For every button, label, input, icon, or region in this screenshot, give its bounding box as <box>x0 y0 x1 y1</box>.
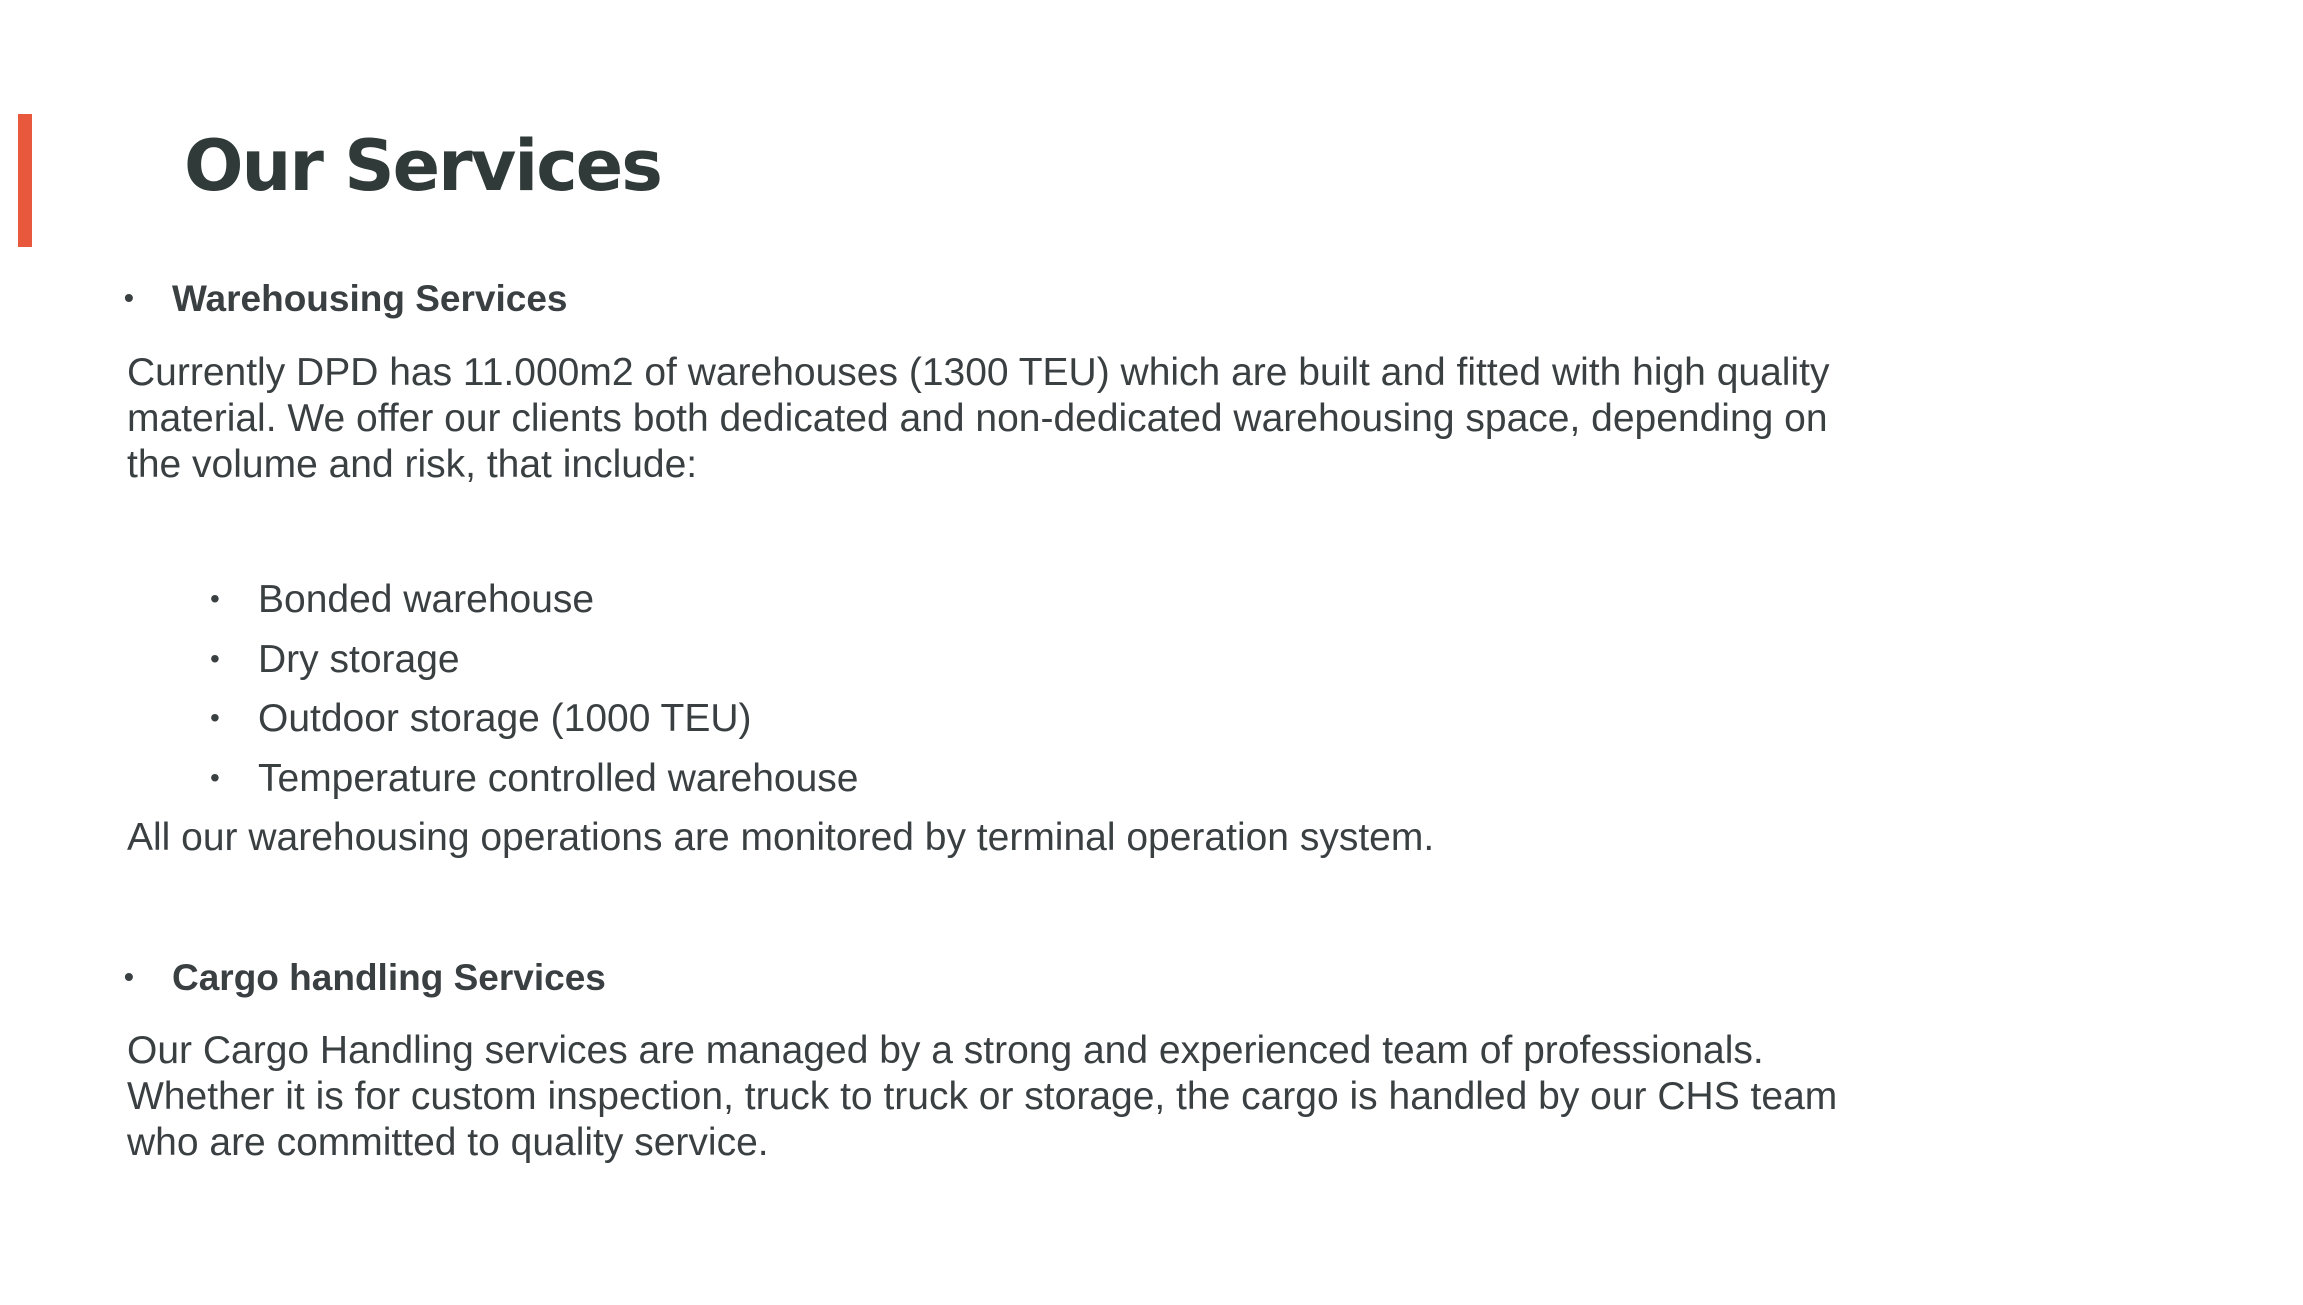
bullet-icon: • <box>124 961 134 992</box>
list-item <box>210 689 859 749</box>
bullet-icon: • <box>210 583 220 614</box>
bullet-icon: • <box>124 282 134 313</box>
warehousing-closing-paragraph <box>127 815 1907 861</box>
title-accent-bar <box>18 114 32 247</box>
list-item-label: Outdoor storage (1000 TEU) <box>258 697 752 740</box>
paragraph-line: who are committed to quality service. <box>127 1121 769 1164</box>
paragraph-line: the volume and risk, that include: <box>127 443 698 486</box>
section-heading-label: Cargo handling Services <box>172 957 606 998</box>
section-heading-warehousing <box>124 277 568 321</box>
section-heading-cargo-handling <box>124 956 606 1000</box>
bullet-icon: • <box>210 761 220 793</box>
bullet-icon: • <box>210 702 220 733</box>
page-title: Our Services <box>184 125 661 207</box>
list-item <box>210 749 859 809</box>
paragraph-line: Our Cargo Handling services are managed by a strong and experienced team of professionals. <box>127 1029 1764 1072</box>
list-item-label: Bonded warehouse <box>258 578 595 621</box>
bullet-icon: • <box>210 642 220 674</box>
paragraph-line: Whether it is for custom inspection, truck to truck or storage, the cargo is handled by our CHS team <box>127 1075 1838 1118</box>
paragraph-line: Currently DPD has 11.000m2 of warehouses (1300 TEU) which are built and fitted with high quality <box>127 351 1830 394</box>
warehousing-intro-paragraph <box>127 350 1907 488</box>
paragraph-line: All our warehousing operations are monitored by terminal operation system. <box>127 816 1435 859</box>
list-item <box>210 630 859 690</box>
list-item <box>210 570 859 630</box>
list-item-label: Temperature controlled warehouse <box>258 756 859 800</box>
warehouse-types-list <box>210 570 859 808</box>
section-heading-label: Warehousing Services <box>172 278 568 319</box>
cargo-handling-paragraph <box>127 1028 1907 1166</box>
list-item-label: Dry storage <box>258 637 460 681</box>
paragraph-line: material. We offer our clients both dedicated and non-dedicated warehousing space, depending on <box>127 397 1828 440</box>
